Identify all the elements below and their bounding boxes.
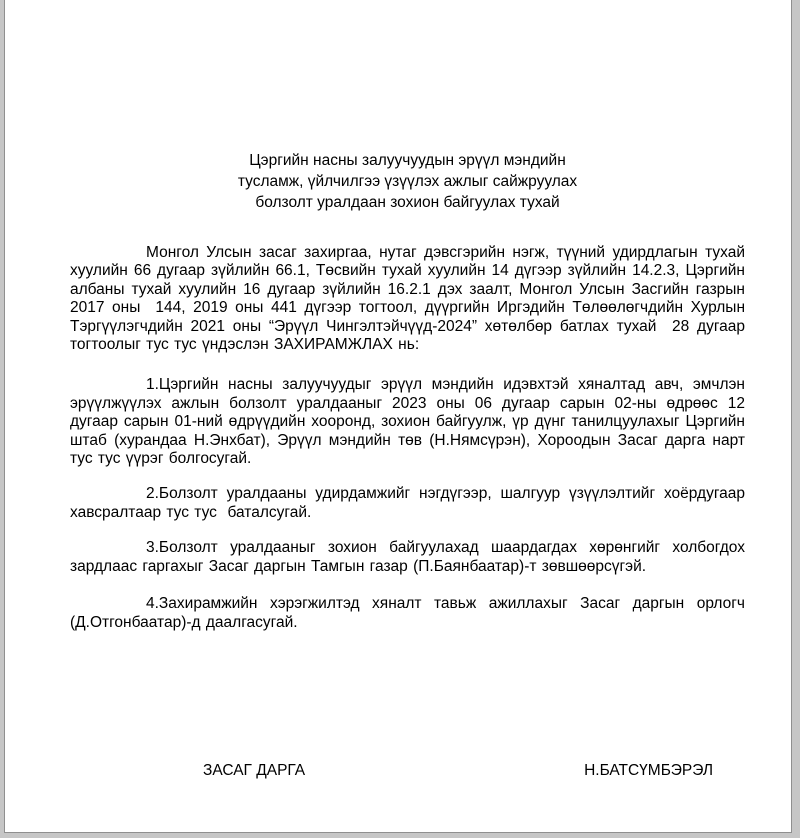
document-title-line-1: Цэргийн насны залуучуудын эрүүл мэндийн [249, 152, 566, 169]
clause-2-paragraph: 2.Болзолт уралдааны удирдамжийг нэгдүгээр, шалгуур үзүүлэлтийг хоёрдугаар хавсралтаар тус тус баталсугай. [70, 485, 745, 521]
clause-4-paragraph: 4.Захирамжийн хэрэгжилтэд хяналт тавьж ажиллахыг Засаг даргын орлогч (Д.Отгонбаатар)-д даалгасугай. [70, 595, 745, 631]
clause-3-paragraph: 3.Болзолт уралдааныг зохион байгуулахад шаардагдах хөрөнгийг холбогдох зардлаас гаргахыг Засаг даргын Тамгын газар (П.Баянбаатар)-т зөвшөөрсүгэй. [70, 539, 745, 575]
clause-1-paragraph: 1.Цэргийн насны залуучуудыг эрүүл мэндийн идэвхтэй хяналтад авч, эмчлэн эрүүлжүүлэх ажлын болзолт уралдааныг 2023 оны 06 дугаар сарын 02-ны өдрөөс 12 дугаар сарын 01-ний өдрүүдийн хооронд, зохион байгуулж, үр дүнг танилцуулахыг Цэргийн штаб (хурандаа Н.Энхбат), Эрүүл мэндийн төв (Н.Нямсүрэн), Хороодын Засаг дарга нарт тус тус үүрэг болгосугай. [70, 376, 745, 468]
signer-name: Н.БАТСҮМБЭРЭЛ [584, 761, 713, 779]
document-title [70, 150, 745, 213]
document-title-line-2: тусламж, үйлчилгээ үзүүлэх ажлыг сайжруулах [237, 173, 578, 190]
signature-block [70, 762, 745, 780]
signer-position-title: ЗАСАГ ДАРГА [203, 761, 306, 779]
document-page [4, 0, 792, 833]
preamble-paragraph: Монгол Улсын засаг захиргаа, нутаг дэвсгэрийн нэгж, түүний удирдлагын тухай хуулийн 66 дугаар зүйлийн 66.1, Төсвийн тухай хуулийн 14 дүгээр зүйлийн 14.2.3, Цэргийн албаны тухай хуулийн 16 дугаар зүйлийн 16.2.1 дэх заалт, Монгол Улсын Засгийн газрын 2017 оны 144, 2019 оны 441 дүгээр тогтоол, дүүргийн Иргэдийн Төлөөлөгчдийн Хурлын Тэргүүлэгчдийн 2021 оны “Эрүүл Чингэлтэйчүүд-2024” хөтөлбөр батлах тухай 28 дугаар тогтоолыг тус тус үндэслэн ЗАХИРАМЖЛАХ нь: [70, 244, 745, 354]
document-title-line-3: болзолт уралдаан зохион байгуулах тухай [255, 194, 560, 211]
